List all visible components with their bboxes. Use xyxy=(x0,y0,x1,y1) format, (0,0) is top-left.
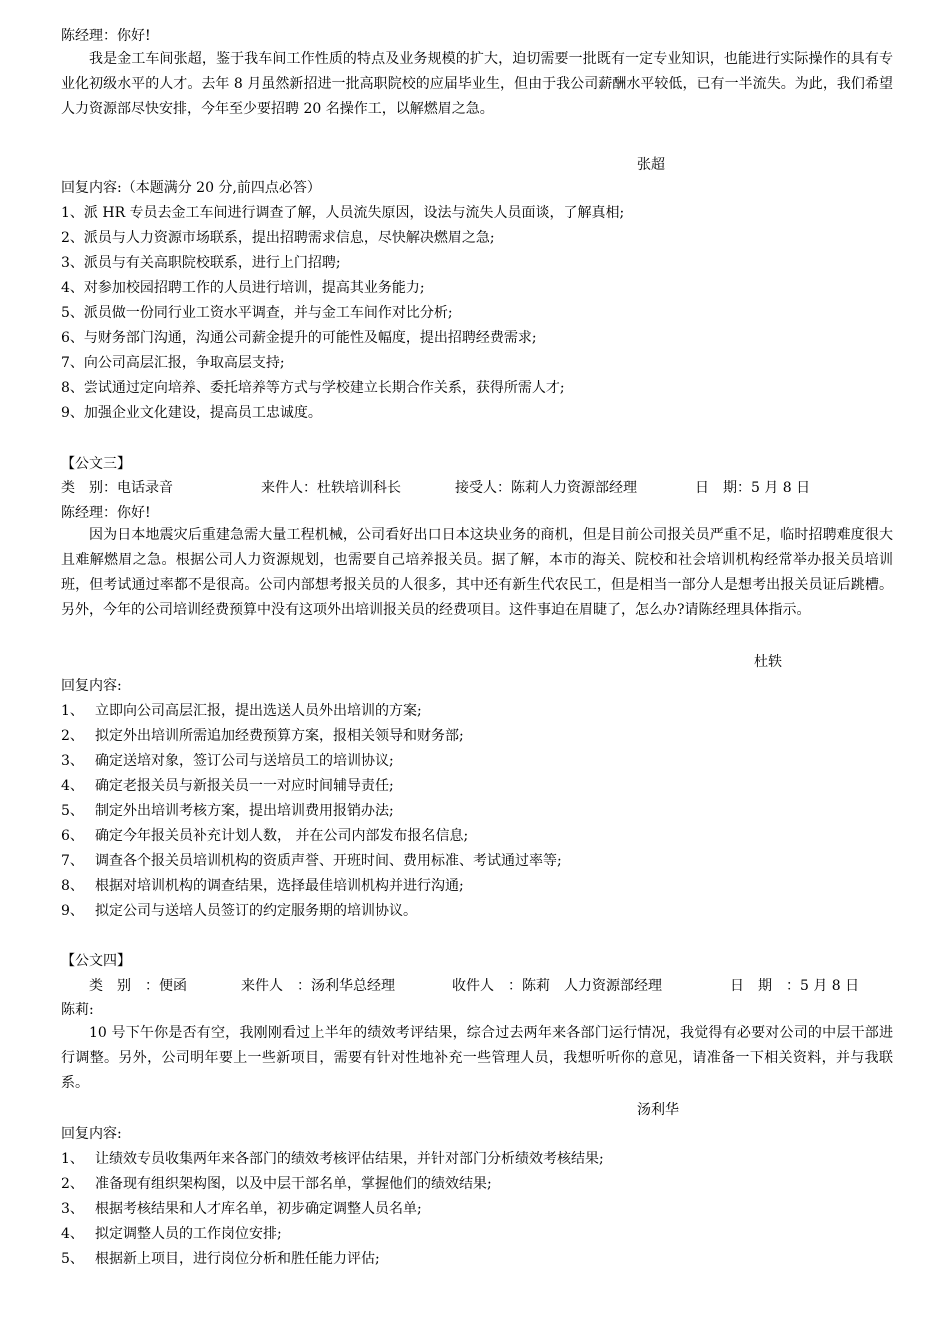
memo-date: 日 期 ：5 月 8 日 xyxy=(730,978,860,994)
reply-item: 8、尝试通过定向培养、委托培养等方式与学校建立长期合作关系，获得所需人才; xyxy=(61,380,565,396)
memo-type: 类 别：电话录音 xyxy=(61,480,173,496)
letter-body: 我是金工车间张超，鉴于我车间工作性质的特点及业务规模的扩大，迫切需要一批既有一定专业知识，也能进行实际操作的具有专业化初级水平的人才。去年 8 月虽然新招进一批高职院校的应届毕业生，但由于我公司薪酬水平较低，已有一半流失。为此，我们希望人力资源部尽快安排，今年至少要招聘 20 名操作工，以解燃眉之急。 xyxy=(61,51,893,117)
item-text: 根据新上项目，进行岗位分析和胜任能力评估; xyxy=(95,1251,380,1267)
reply-item xyxy=(61,1149,604,1169)
item-text: 让绩效专员收集两年来各部门的绩效考核评估结果，并针对部门分析绩效考核结果; xyxy=(95,1151,604,1167)
item-number: 3、 xyxy=(61,753,84,769)
item-number: 8、 xyxy=(61,878,84,894)
item-number: 4、 xyxy=(61,1226,84,1242)
item-number: 6、 xyxy=(61,828,84,844)
reply-item: 3、派员与有关高职院校联系，进行上门招聘; xyxy=(61,255,341,271)
reply-item: 1、派 HR 专员去金工车间进行调查了解，人员流失原因，设法与流失人员面谈，了解真相; xyxy=(61,205,625,221)
item-number: 7、 xyxy=(61,853,84,869)
reply-item: 7、向公司高层汇报，争取高层支持; xyxy=(61,355,285,371)
item-number: 9、 xyxy=(61,903,84,919)
letter-body: 10 号下午你是否有空，我刚刚看过上半年的绩效考评结果，综合过去两年来各部门运行情况，我觉得有必要对公司的中层干部进行调整。另外，公司明年要上一些新项目，需要有针对性地补充一些管理人员，我想听听你的意见，请准备一下相关资料，并与我联系。 xyxy=(61,1025,893,1091)
item-text: 拟定调整人员的工作岗位安排; xyxy=(95,1226,282,1242)
section-title: 【公文四】 xyxy=(61,953,131,969)
item-number: 1、 xyxy=(61,703,84,719)
item-number: 5、 xyxy=(61,1251,84,1267)
item-text: 根据对培训机构的调查结果，选择最佳培训机构并进行沟通; xyxy=(95,878,464,894)
reply-item xyxy=(61,1224,282,1244)
reply-item: 6、与财务部门沟通，沟通公司薪金提升的可能性及幅度，提出招聘经费需求; xyxy=(61,330,537,346)
reply-item xyxy=(61,701,422,721)
memo-sender: 来件人：杜轶培训科长 xyxy=(261,480,401,496)
reply-item xyxy=(61,901,417,921)
reply-item xyxy=(61,776,394,796)
memo-header xyxy=(89,976,859,996)
item-text: 拟定公司与送培人员签订的约定服务期的培训协议。 xyxy=(95,903,417,919)
reply-item: 5、派员做一份同行业工资水平调查，并与金工车间作对比分析; xyxy=(61,305,453,321)
reply-item xyxy=(61,801,394,821)
reply-title: 回复内容: xyxy=(61,678,122,694)
reply-item xyxy=(61,1199,422,1219)
memo-header xyxy=(61,478,810,498)
item-text: 确定今年报关员补充计划人数， 并在公司内部发布报名信息; xyxy=(95,828,469,844)
item-text: 调查各个报关员培训机构的资质声誉、开班时间、费用标准、考试通过率等; xyxy=(95,853,562,869)
reply-item xyxy=(61,1249,380,1269)
memo-date: 日 期：5 月 8 日 xyxy=(695,480,811,496)
item-number: 5、 xyxy=(61,803,84,819)
greeting: 陈经理：你好! xyxy=(61,28,151,44)
item-number: 2、 xyxy=(61,728,84,744)
letter-body: 因为日本地震灾后重建急需大量工程机械，公司看好出口日本这块业务的商机，但是目前公司报关员严重不足，临时招聘难度很大且难解燃眉之急。根据公司人力资源规划，也需要自己培养报关员。据了解，本市的海关、院校和社会培训机构经常举办报关员培训班，但考试通过率都不是很高。公司内部想考报关员的人很多，其中还有新生代农民工，但是相当一部分人是想考出报关员证后跳槽。另外，今年的公司培训经费预算中没有这项外出培训报关员的经费项目。这件事迫在眉睫了，怎么办?请陈经理具体指示。 xyxy=(61,527,893,618)
signature: 张超 xyxy=(637,157,665,173)
memo-receiver: 接受人：陈莉人力资源部经理 xyxy=(455,480,637,496)
reply-item: 4、对参加校园招聘工作的人员进行培训，提高其业务能力; xyxy=(61,280,425,296)
item-text: 拟定外出培训所需追加经费预算方案，报相关领导和财务部; xyxy=(95,728,464,744)
reply-item: 2、派员与人力资源市场联系，提出招聘需求信息，尽快解决燃眉之急; xyxy=(61,230,495,246)
greeting: 陈经理：你好! xyxy=(61,505,151,521)
reply-item xyxy=(61,851,562,871)
item-text: 确定送培对象，签订公司与送培员工的培训协议; xyxy=(95,753,394,769)
signature: 汤利华 xyxy=(637,1102,679,1118)
item-text: 制定外出培训考核方案，提出培训费用报销办法; xyxy=(95,803,394,819)
memo-receiver: 收件人 ：陈莉 人力资源部经理 xyxy=(452,978,662,994)
reply-title: 回复内容:（本题满分 20 分,前四点必答） xyxy=(61,180,321,196)
reply-item: 9、加强企业文化建设，提高员工忠诚度。 xyxy=(61,405,322,421)
item-number: 4、 xyxy=(61,778,84,794)
item-number: 2、 xyxy=(61,1176,84,1192)
signature: 杜轶 xyxy=(754,654,782,670)
reply-item xyxy=(61,826,468,846)
reply-item xyxy=(61,876,464,896)
item-text: 准备现有组织架构图，以及中层干部名单，掌握他们的绩效结果; xyxy=(95,1176,492,1192)
item-text: 根据考核结果和人才库名单，初步确定调整人员名单; xyxy=(95,1201,422,1217)
reply-item xyxy=(61,1174,492,1194)
section-title: 【公文三】 xyxy=(61,456,131,472)
memo-sender: 来件人 ：汤利华总经理 xyxy=(241,978,395,994)
greeting: 陈莉: xyxy=(61,1002,94,1018)
item-number: 3、 xyxy=(61,1201,84,1217)
reply-item xyxy=(61,751,394,771)
memo-type: 类 别 ：便函 xyxy=(89,978,187,994)
item-text: 立即向公司高层汇报，提出选送人员外出培训的方案; xyxy=(95,703,422,719)
reply-title: 回复内容: xyxy=(61,1126,122,1142)
item-number: 1、 xyxy=(61,1151,84,1167)
item-text: 确定老报关员与新报关员一一对应时间辅导责任; xyxy=(95,778,394,794)
reply-item xyxy=(61,726,464,746)
